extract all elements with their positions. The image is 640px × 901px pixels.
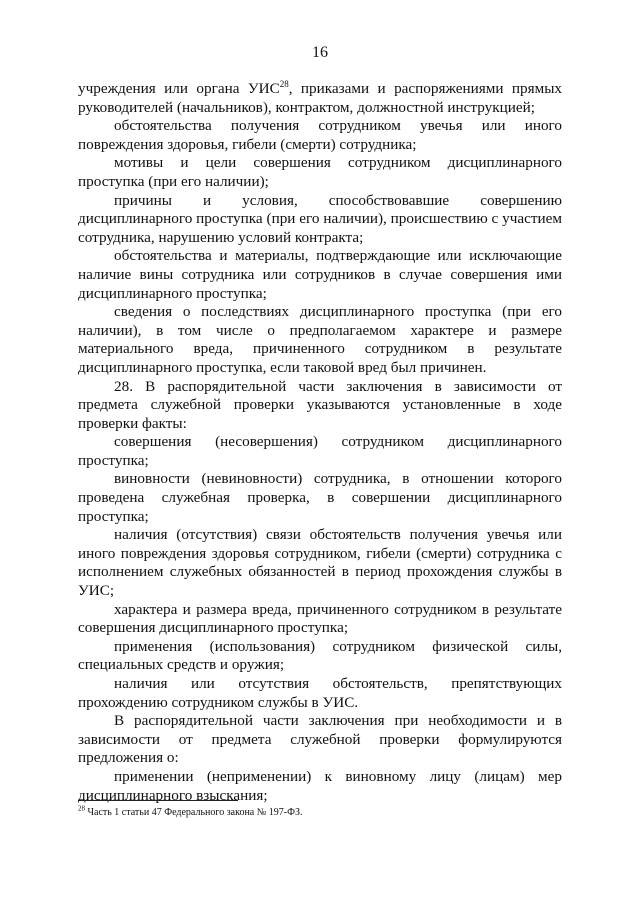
paragraph: мотивы и цели совершения сотрудником дисциплинарного проступка (при его наличии); xyxy=(78,154,562,190)
paragraph-text: , приказами и распоряжениями прямых руководителей (начальников), контрактом, должностной инструкцией; xyxy=(78,80,563,116)
paragraph: применения (использования) сотрудником физической силы, специальных средств и оружия; xyxy=(78,637,562,674)
footnote xyxy=(78,806,562,819)
document-body xyxy=(78,80,562,805)
footnote-text: Часть 1 статьи 47 Федерального закона № 197-ФЗ. xyxy=(85,807,303,818)
footnote-divider xyxy=(78,800,238,801)
paragraph: обстоятельства и материалы, подтверждающие или исключающие наличие вины сотрудника или сотрудников в случае совершения ими дисциплинарного проступка; xyxy=(78,247,562,302)
paragraph-text: учреждения или органа УИС xyxy=(78,80,280,97)
page-number: 16 xyxy=(312,44,328,61)
footnote-marker: 28 xyxy=(78,804,85,813)
paragraph: наличия (отсутствия) связи обстоятельств получения увечья или иного повреждения здоровья сотрудником, гибели (смерти) сотрудника с исполнением служебных обязанностей в период прохождения службы в УИС; xyxy=(78,526,562,600)
paragraph: В распорядительной части заключения при необходимости и в зависимости от предмета служебной проверки формулируются предложения о: xyxy=(78,712,562,767)
footnote-ref[interactable]: 28 xyxy=(279,78,289,89)
paragraph: обстоятельства получения сотрудником увечья или иного повреждения здоровья, гибели (смерти) сотрудника; xyxy=(78,117,562,153)
paragraph: причины и условия, способствовавшие совершению дисциплинарного проступка (при его наличии), происшествию с участием сотрудника, нарушению условий контракта; xyxy=(78,191,562,246)
paragraph: виновности (невиновности) сотрудника, в отношении которого проведена служебная проверка, в совершении дисциплинарного проступка; xyxy=(78,470,562,525)
paragraph: применении (неприменении) к виновному лицу (лицам) мер дисциплинарного взыскания; xyxy=(78,767,562,804)
paragraph: 28. В распорядительной части заключения в зависимости от предмета служебной проверки указываются установленные в ходе проверки факты: xyxy=(78,377,562,432)
paragraph: сведения о последствиях дисциплинарного проступка (при его наличии), в том числе о предполагаемом характере и размере материального вреда, причиненного сотрудником в результате дисциплинарного проступка, если таковой вред был причинен. xyxy=(78,303,562,376)
paragraph: совершения (несовершения) сотрудником дисциплинарного проступка; xyxy=(78,433,562,469)
paragraph xyxy=(78,80,562,117)
paragraph: наличия или отсутствия обстоятельств, препятствующих прохождению сотрудником службы в УИС. xyxy=(78,675,562,711)
paragraph: характера и размера вреда, причиненного сотрудником в результате совершения дисциплинарного проступка; xyxy=(78,600,562,637)
